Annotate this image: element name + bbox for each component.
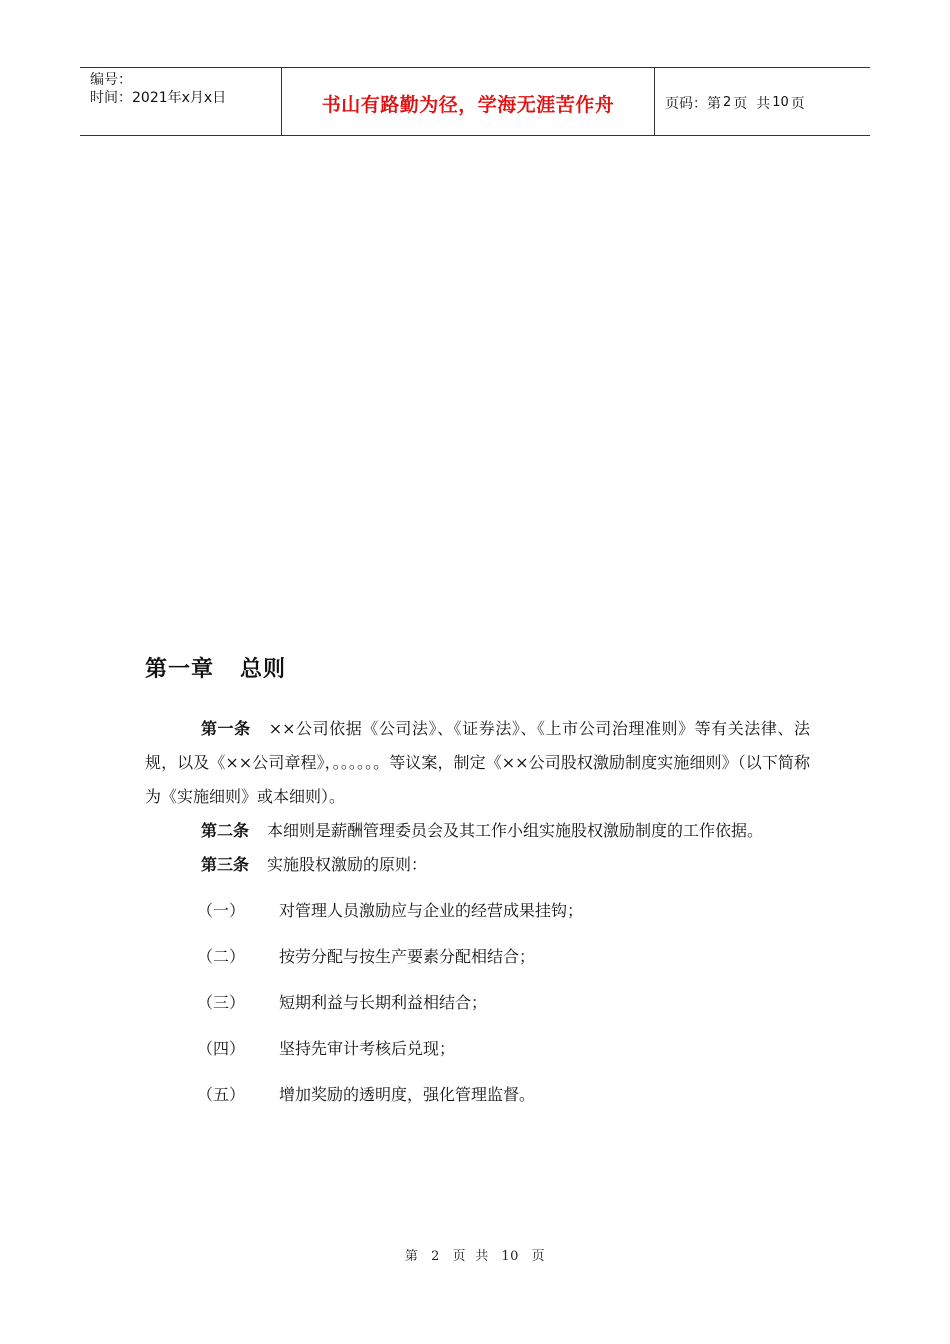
header-page-prefix: 页码：第 — [665, 95, 721, 112]
article-text: 本细则是薪酬管理委员会及其工作小组实施股权激励制度的工作依据。 — [267, 821, 764, 840]
article-label: 第一条 — [201, 719, 251, 738]
list-item — [145, 934, 810, 980]
footer-prefix: 第 — [404, 1249, 419, 1264]
principles-list — [145, 888, 810, 1118]
header-motto: 书山有路勤为径，学海无涯苦作舟 — [321, 94, 615, 116]
article-label: 第三条 — [201, 855, 250, 874]
chapter-number: 第一章 — [145, 657, 215, 682]
list-item-text: 坚持先审计考核后兑现； — [279, 1039, 456, 1058]
header-page-total: 10 — [772, 95, 789, 110]
header-page-mid: 页 共 — [733, 95, 771, 112]
article-3 — [145, 848, 810, 882]
footer-suffix: 页 — [531, 1249, 546, 1264]
list-item — [145, 1026, 810, 1072]
list-item — [145, 980, 810, 1026]
page-header — [80, 67, 870, 136]
header-page-cell — [655, 68, 870, 135]
list-item-text: 短期利益与长期利益相结合； — [279, 993, 488, 1012]
list-item-mark: （五） — [197, 1085, 246, 1104]
footer-current: 2 — [431, 1249, 440, 1264]
chapter-title: 总则 — [240, 657, 287, 682]
document-time-label: 时间：2021年x月x日 — [90, 90, 227, 106]
article-label: 第二条 — [201, 821, 250, 840]
chapter-heading — [145, 652, 286, 683]
list-item-text: 增加奖励的透明度，强化管理监督。 — [279, 1085, 536, 1104]
list-item-mark: （一） — [197, 901, 246, 920]
list-item-mark: （三） — [197, 993, 246, 1012]
article-2 — [145, 814, 810, 848]
header-page-current: 2 — [723, 95, 732, 110]
footer-total: 10 — [501, 1249, 519, 1264]
article-1 — [145, 712, 810, 814]
page-footer — [0, 1245, 950, 1264]
list-item-mark: （四） — [197, 1039, 246, 1058]
footer-mid: 页 共 — [452, 1249, 489, 1264]
header-motto-cell — [282, 68, 655, 135]
header-info-cell — [80, 68, 282, 135]
article-text: ××公司依据《公司法》、《证券法》、《上市公司治理准则》等有关法律、法规，以及《××公司章程》，。。。。。。等议案，制定《××公司股权激励制度实施细则》（以下简称为《实施细则》或本细则）。 — [145, 719, 810, 806]
list-item-text: 对管理人员激励应与企业的经营成果挂钩； — [279, 901, 584, 920]
list-item-mark: （二） — [197, 947, 246, 966]
list-item-text: 按劳分配与按生产要素分配相结合； — [279, 947, 536, 966]
list-item — [145, 1072, 810, 1118]
document-number-label: 编号： — [90, 72, 132, 88]
list-item — [145, 888, 810, 934]
document-body — [145, 712, 810, 1118]
article-text: 实施股权激励的原则： — [267, 855, 428, 874]
header-page-suffix: 页 — [790, 95, 805, 112]
